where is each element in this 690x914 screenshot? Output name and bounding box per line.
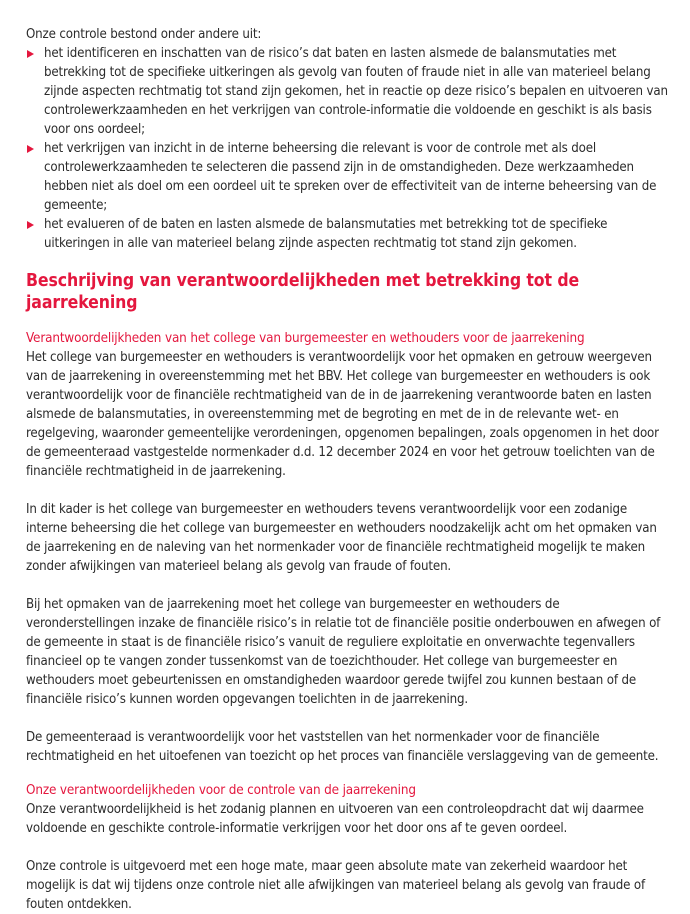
triangle-bullet-icon <box>27 50 34 58</box>
paragraph: In dit kader is het college van burgemeester en wethouders tevens verantwoordelijk voor een zodanige interne beheersing die het college van burgemeester en wethouders noodzakelijk acht om het opmaken van de jaarrekening en de naleving van het normenkader voor de financiële rechtmatigheid mogelijk te maken zonder afwijkingen van materieel belang als gevolg van fraude of fouten. <box>26 502 657 574</box>
college-responsibilities-heading: Verantwoordelijkheden van het college van burgemeester en wethouders voor de jaarrekening <box>26 331 585 346</box>
list-item-text: het evalueren of de baten en lasten alsmede de balansmutaties met betrekking tot de specifieke uitkeringen in alle van materieel belang zijnde aspecten rechtmatig tot stand zijn gekomen. <box>44 217 608 251</box>
auditor-responsibilities-heading: Onze verantwoordelijkheden voor de controle van de jaarrekening <box>26 783 416 798</box>
paragraph: Onze verantwoordelijkheid is het zodanig plannen en uitvoeren van een controleopdracht dat wij daarmee voldoende en geschikte controle-informatie verkrijgen voor het door ons af te geven oordeel. <box>26 802 644 836</box>
paragraph: Het college van burgemeester en wethouders is verantwoordelijk voor het opmaken en getrouw weergeven van de jaarrekening in overeenstemming met het BBV. Het college van burgemeester en wethouders is ook verantwoordelijk voor de financiële rechtmatigheid van de in de jaarrekening verantwoorde baten en lasten alsmede de balansmutaties, in overeenstemming met de begroting en met de in de relevante wet- en regelgeving, waaronder gemeentelijke verordeningen, opgenomen bepalingen, zoals opgenomen in het door de gemeenteraad vastgestelde normenkader d.d. 12 december 2024 en voor het getrouw toelichten van de financiële rechtmatigheid in de jaarrekening. <box>26 350 659 479</box>
paragraph: Onze controle is uitgevoerd met een hoge mate, maar geen absolute mate van zekerheid waardoor het mogelijk is dat wij tijdens onze controle niet alle afwijkingen van materieel belang als gevolg van fraude of fouten ontdekken. <box>26 859 646 912</box>
triangle-bullet-icon <box>27 221 34 229</box>
intro-text: Onze controle bestond onder andere uit: <box>26 27 262 42</box>
paragraph: Bij het opmaken van de jaarrekening moet het college van burgemeester en wethouders de veronderstellingen inzake de financiële risico’s in relatie tot de financiële positie onderbouwen en afwegen of de gemeente in staat is de financiële risico’s vanuit de reguliere exploitatie en onverwachte tegenvallers financieel op te vangen zonder tussenkomst van de toezichthouder. Het college van burgemeester en wethouders moet gebeurtenissen en omstandigheden waardoor gerede twijfel zou kunnen bestaan of de financiële risico’s kunnen worden opgevangen toelichten in de jaarrekening. <box>26 597 661 707</box>
list-item <box>26 44 670 139</box>
list-item-text: het identificeren en inschatten van de risico’s dat baten en lasten alsmede de balansmutaties met betrekking tot de specifieke uitkeringen als gevolg van fouten of fraude niet in alle van materieel belang zijnde aspecten rechtmatig tot stand zijn gekomen, het in reactie op deze risico’s bepalen en uitvoeren van controlewerkzaamheden en het verkrijgen van controle-informatie die voldoende en geschikt is als basis voor ons oordeel; <box>44 46 668 137</box>
audit-steps-list <box>26 44 670 253</box>
list-item-text: het verkrijgen van inzicht in de interne beheersing die relevant is voor de controle met als doel controlewerkzaamheden te selecteren die passend zijn in de omstandigheden. Deze werkzaamheden hebben niet als doel om een oordeel uit te spreken over de effectiviteit van de interne beheersing van de gemeente; <box>44 141 657 213</box>
list-item <box>26 215 670 253</box>
paragraph: De gemeenteraad is verantwoordelijk voor het vaststellen van het normenkader voor de financiële rechtmatigheid en het uitoefenen van toezicht op het proces van financiële verslaggeving van de gemeente. <box>26 730 659 764</box>
section-title: Beschrijving van verantwoordelijkheden met betrekking tot de jaarrekening <box>26 271 580 313</box>
list-item <box>26 139 670 215</box>
triangle-bullet-icon <box>27 145 34 153</box>
